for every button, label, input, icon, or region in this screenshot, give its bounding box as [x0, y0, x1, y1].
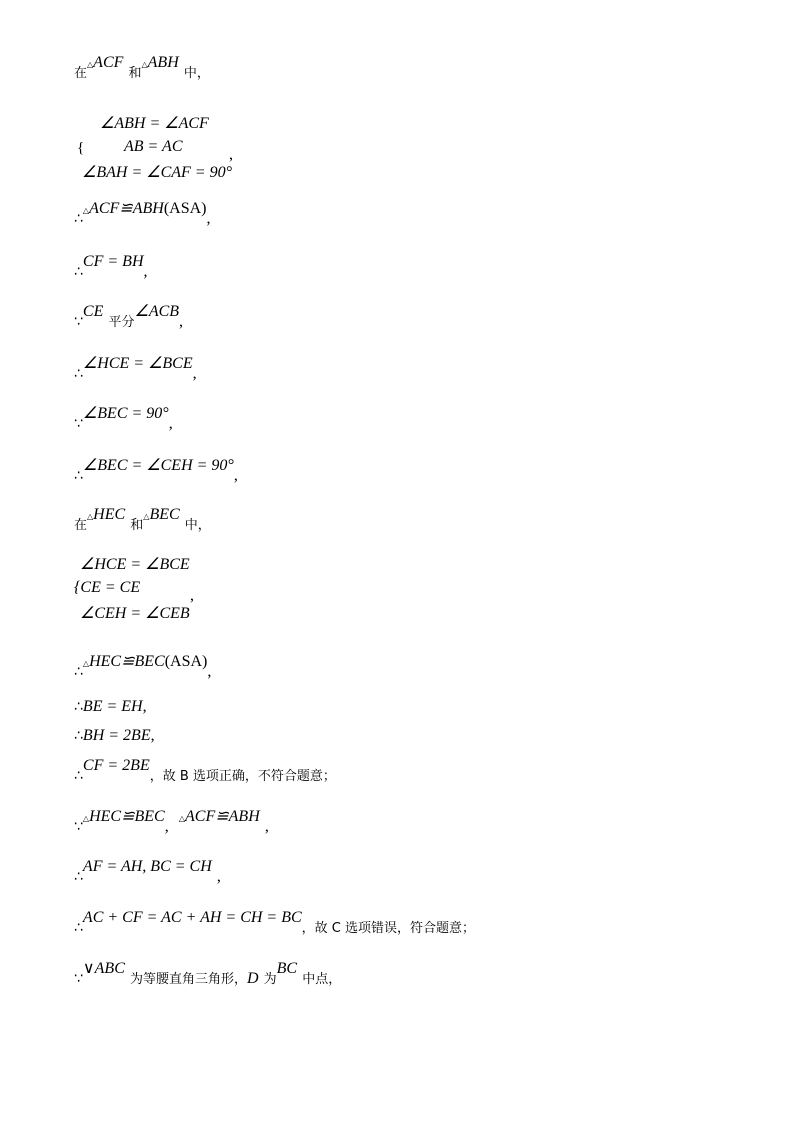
math-d: D	[246, 970, 259, 987]
system2-row3: ∠CEH = ∠CEB	[80, 605, 190, 622]
triangle-symbol: △	[82, 814, 90, 823]
reason-asa: (ASA)	[163, 200, 207, 217]
math-bec: BEC	[149, 506, 180, 523]
text-pingfen: 平分	[108, 315, 135, 330]
punct: ,	[233, 467, 238, 484]
text-midpoint: 中点，	[302, 972, 342, 987]
math-bc: BC	[276, 960, 298, 977]
math-abc: ABC	[94, 960, 125, 977]
reason-asa: (ASA)	[164, 653, 208, 670]
triangle-symbol: △	[178, 814, 186, 823]
line-in-triangles-acf-abh	[74, 54, 210, 82]
line-ac-cf-sum	[74, 909, 476, 937]
punct: ,	[206, 210, 211, 227]
because-symbol: ∵	[74, 314, 83, 330]
text-zhong: 中，	[184, 518, 211, 533]
therefore-symbol: ∴	[74, 211, 83, 227]
line-both-congruences	[74, 808, 269, 836]
triangle-symbol: △	[82, 206, 90, 215]
punct: ,	[143, 263, 148, 280]
system1-row1: ∠ABH = ∠ACF	[100, 115, 209, 132]
line-abc-isosceles-right	[74, 960, 342, 988]
punct: ,	[264, 818, 269, 835]
text-zai: 在	[74, 518, 88, 533]
triangle-symbol: △	[87, 512, 94, 521]
because-symbol: ∵	[74, 416, 83, 432]
punct: ,	[164, 818, 169, 835]
therefore-symbol: ∴	[74, 366, 83, 382]
punct: ,	[216, 868, 221, 885]
system2-row1: ∠HCE = ∠BCE	[80, 556, 190, 573]
math-hec: HEC	[93, 506, 126, 523]
text-option-c-conclusion: ，故 C 选项错误，符合题意；	[301, 921, 476, 936]
punct: ,	[168, 415, 173, 432]
triangle-symbol: △	[87, 60, 94, 69]
text-isosceles-right-triangle: 为等腰直角三角形，	[129, 972, 247, 987]
nabla-symbol: ∨	[82, 960, 95, 977]
math-congruence-acf: ACF≌ABH	[185, 808, 260, 825]
line-congruence-acf-abh	[74, 200, 211, 228]
text-he: 和	[128, 66, 142, 81]
because-symbol: ∵	[74, 819, 83, 835]
system2-row2: {CE = CE	[74, 579, 141, 596]
punct: ,	[150, 727, 155, 744]
punct: ,	[179, 313, 184, 330]
therefore-symbol: ∴	[74, 869, 83, 885]
therefore-symbol: ∴	[74, 728, 83, 744]
punct: ,	[192, 365, 197, 382]
system1-brace: {	[77, 140, 85, 156]
line-cf-equals-bh	[74, 253, 148, 281]
text-wei: 为	[263, 972, 277, 987]
therefore-symbol: ∴	[74, 768, 83, 784]
math-angle-bec: ∠BEC = 90°	[82, 405, 169, 422]
math-angles: ∠BEC = ∠CEH = 90°	[82, 457, 234, 474]
therefore-symbol: ∴	[74, 468, 83, 484]
punct: ,	[142, 698, 147, 715]
text-he: 和	[130, 518, 144, 533]
line-bh-equals-2be	[74, 725, 155, 745]
math-congruence: HEC≌BEC	[89, 653, 165, 670]
therefore-symbol: ∴	[74, 264, 83, 280]
math-cf-bh: CF = BH	[82, 253, 144, 270]
triangle-symbol: △	[141, 60, 148, 69]
math-bh-2be: BH = 2BE	[82, 727, 151, 744]
math-acf: ACF	[93, 54, 124, 71]
system1-comma: ,	[229, 146, 233, 163]
line-be-equals-eh	[74, 696, 147, 716]
math-abh: ABH	[147, 54, 179, 71]
line-angle-bec-ceh	[74, 457, 238, 485]
line-cf-equals-2be	[74, 757, 336, 785]
math-angles: ∠HCE = ∠BCE	[82, 355, 193, 372]
system2-comma: ,	[190, 587, 194, 604]
therefore-symbol: ∴	[74, 920, 83, 936]
math-equalities: AF = AH, BC = CH	[82, 858, 212, 875]
math-congruence-hec: HEC≌BEC	[89, 808, 165, 825]
line-in-triangles-hec-bec	[74, 506, 211, 534]
system1-row2: AB = AC	[124, 138, 183, 155]
line-angle-bec-90	[74, 405, 173, 433]
therefore-symbol: ∴	[74, 664, 83, 680]
text-option-b-conclusion: ，故 B 选项正确，不符合题意；	[149, 769, 336, 784]
triangle-symbol: △	[143, 512, 150, 521]
triangle-symbol: △	[82, 659, 90, 668]
math-congruence: ACF≌ABH	[89, 200, 164, 217]
system1-row3: ∠BAH = ∠CAF = 90°	[82, 164, 232, 181]
therefore-symbol: ∴	[74, 699, 83, 715]
line-af-ah-bc-ch	[74, 858, 221, 886]
because-symbol: ∵	[74, 971, 83, 987]
math-angle-acb: ∠ACB	[134, 303, 180, 320]
punct: ,	[207, 663, 212, 680]
line-ce-bisects-acb	[74, 303, 184, 331]
line-angle-hce-bce	[74, 355, 197, 383]
math-cf-2be: CF = 2BE	[82, 757, 150, 774]
line-congruence-hec-bec	[74, 653, 212, 681]
math-be-eh: BE = EH	[82, 698, 143, 715]
text-zai: 在	[74, 66, 88, 81]
math-ce: CE	[82, 303, 104, 320]
math-sum-chain: AC + CF = AC + AH = CH = BC	[82, 909, 302, 926]
text-zhong: 中，	[183, 66, 210, 81]
